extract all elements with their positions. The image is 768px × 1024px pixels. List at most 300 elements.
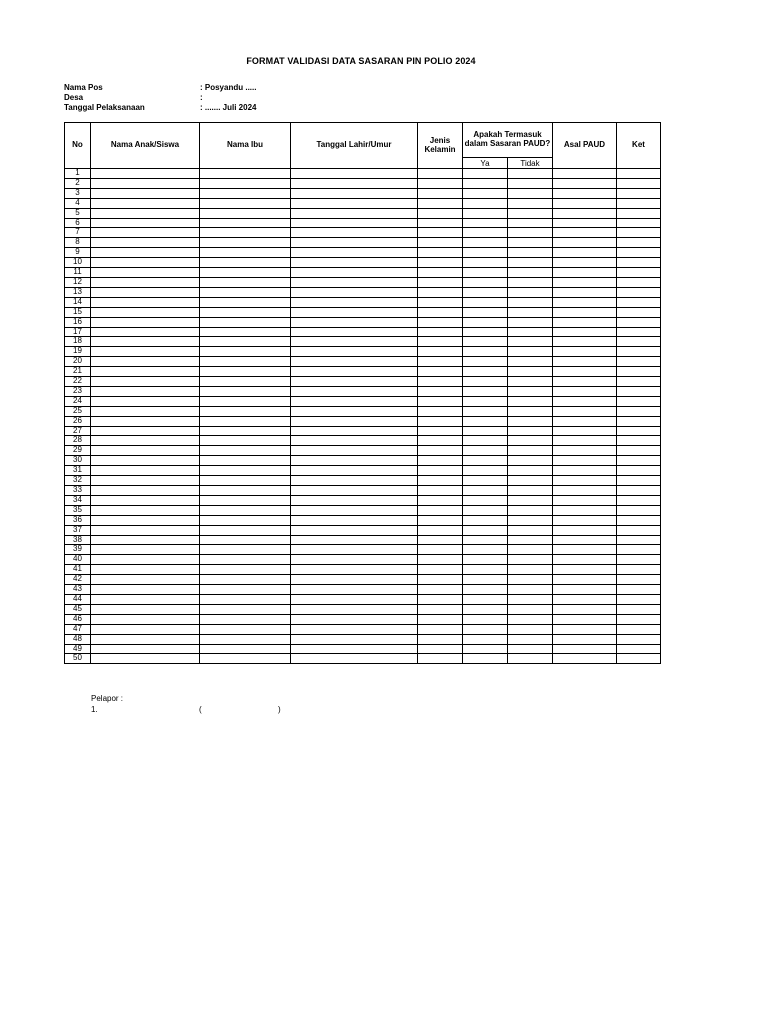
table-cell[interactable] — [463, 456, 508, 466]
table-cell[interactable] — [200, 238, 291, 248]
table-cell[interactable] — [553, 347, 617, 357]
table-cell[interactable] — [418, 406, 463, 416]
table-cell[interactable] — [418, 436, 463, 446]
table-cell[interactable] — [418, 188, 463, 198]
table-cell[interactable] — [291, 634, 418, 644]
table-cell[interactable] — [291, 525, 418, 535]
table-cell[interactable] — [418, 386, 463, 396]
table-cell[interactable] — [463, 604, 508, 614]
table-cell[interactable] — [553, 535, 617, 545]
table-cell[interactable] — [418, 377, 463, 387]
table-cell[interactable] — [508, 644, 553, 654]
table-cell[interactable] — [418, 228, 463, 238]
table-cell[interactable] — [463, 624, 508, 634]
table-cell[interactable] — [91, 327, 200, 337]
table-cell[interactable] — [508, 396, 553, 406]
table-cell[interactable] — [291, 535, 418, 545]
table-cell[interactable] — [463, 396, 508, 406]
table-cell[interactable] — [418, 297, 463, 307]
table-cell[interactable] — [418, 456, 463, 466]
table-cell[interactable] — [200, 297, 291, 307]
table-cell[interactable] — [200, 188, 291, 198]
table-cell[interactable] — [508, 317, 553, 327]
table-cell[interactable] — [553, 287, 617, 297]
table-cell[interactable] — [617, 654, 661, 664]
table-cell[interactable] — [617, 495, 661, 505]
table-cell[interactable] — [508, 377, 553, 387]
table-cell[interactable] — [508, 416, 553, 426]
table-cell[interactable] — [508, 347, 553, 357]
table-cell[interactable] — [418, 248, 463, 258]
table-cell[interactable] — [508, 585, 553, 595]
table-cell[interactable] — [200, 406, 291, 416]
table-cell[interactable] — [291, 228, 418, 238]
table-cell[interactable] — [553, 545, 617, 555]
table-cell[interactable] — [291, 238, 418, 248]
table-cell[interactable] — [200, 634, 291, 644]
table-cell[interactable] — [553, 258, 617, 268]
table-cell[interactable] — [200, 198, 291, 208]
table-cell[interactable] — [91, 277, 200, 287]
table-cell[interactable] — [418, 545, 463, 555]
table-cell[interactable] — [418, 476, 463, 486]
table-cell[interactable] — [200, 515, 291, 525]
table-cell[interactable] — [291, 327, 418, 337]
table-cell[interactable] — [463, 594, 508, 604]
table-cell[interactable] — [200, 327, 291, 337]
table-cell[interactable] — [200, 317, 291, 327]
table-cell[interactable] — [418, 307, 463, 317]
table-cell[interactable] — [418, 446, 463, 456]
table-cell[interactable] — [463, 446, 508, 456]
table-cell[interactable] — [418, 486, 463, 496]
table-cell[interactable] — [553, 297, 617, 307]
table-cell[interactable] — [553, 386, 617, 396]
table-cell[interactable] — [291, 198, 418, 208]
table-cell[interactable] — [200, 169, 291, 179]
table-cell[interactable] — [91, 535, 200, 545]
table-cell[interactable] — [617, 456, 661, 466]
table-cell[interactable] — [291, 604, 418, 614]
table-cell[interactable] — [617, 515, 661, 525]
table-cell[interactable] — [200, 347, 291, 357]
table-cell[interactable] — [418, 624, 463, 634]
table-cell[interactable] — [291, 357, 418, 367]
table-cell[interactable] — [91, 406, 200, 416]
table-cell[interactable] — [508, 456, 553, 466]
table-cell[interactable] — [200, 535, 291, 545]
table-cell[interactable] — [463, 406, 508, 416]
table-cell[interactable] — [200, 287, 291, 297]
table-cell[interactable] — [200, 466, 291, 476]
table-cell[interactable] — [553, 565, 617, 575]
table-cell[interactable] — [617, 634, 661, 644]
table-cell[interactable] — [508, 169, 553, 179]
table-cell[interactable] — [418, 515, 463, 525]
table-cell[interactable] — [200, 525, 291, 535]
table-cell[interactable] — [617, 535, 661, 545]
table-cell[interactable] — [508, 297, 553, 307]
table-cell[interactable] — [553, 396, 617, 406]
table-cell[interactable] — [553, 456, 617, 466]
table-cell[interactable] — [418, 357, 463, 367]
table-cell[interactable] — [553, 228, 617, 238]
table-cell[interactable] — [617, 486, 661, 496]
table-cell[interactable] — [617, 258, 661, 268]
table-cell[interactable] — [91, 169, 200, 179]
table-cell[interactable] — [91, 416, 200, 426]
table-cell[interactable] — [91, 198, 200, 208]
table-cell[interactable] — [617, 317, 661, 327]
table-cell[interactable] — [291, 218, 418, 228]
table-cell[interactable] — [463, 585, 508, 595]
table-cell[interactable] — [418, 238, 463, 248]
table-cell[interactable] — [91, 456, 200, 466]
table-cell[interactable] — [617, 545, 661, 555]
table-cell[interactable] — [508, 357, 553, 367]
table-cell[interactable] — [91, 178, 200, 188]
table-cell[interactable] — [463, 535, 508, 545]
table-cell[interactable] — [508, 178, 553, 188]
table-cell[interactable] — [508, 624, 553, 634]
table-cell[interactable] — [617, 614, 661, 624]
table-cell[interactable] — [91, 287, 200, 297]
table-cell[interactable] — [200, 396, 291, 406]
table-cell[interactable] — [508, 555, 553, 565]
table-cell[interactable] — [291, 555, 418, 565]
table-cell[interactable] — [200, 426, 291, 436]
table-cell[interactable] — [91, 565, 200, 575]
table-cell[interactable] — [91, 614, 200, 624]
table-cell[interactable] — [418, 416, 463, 426]
table-cell[interactable] — [617, 525, 661, 535]
table-cell[interactable] — [508, 367, 553, 377]
table-cell[interactable] — [418, 327, 463, 337]
table-cell[interactable] — [553, 466, 617, 476]
table-cell[interactable] — [291, 268, 418, 278]
table-cell[interactable] — [617, 377, 661, 387]
table-cell[interactable] — [508, 604, 553, 614]
table-cell[interactable] — [200, 495, 291, 505]
table-cell[interactable] — [508, 515, 553, 525]
table-cell[interactable] — [91, 218, 200, 228]
table-cell[interactable] — [553, 585, 617, 595]
table-cell[interactable] — [508, 307, 553, 317]
table-cell[interactable] — [291, 188, 418, 198]
table-cell[interactable] — [463, 178, 508, 188]
table-cell[interactable] — [418, 347, 463, 357]
table-cell[interactable] — [463, 565, 508, 575]
table-cell[interactable] — [553, 169, 617, 179]
table-cell[interactable] — [91, 268, 200, 278]
table-cell[interactable] — [463, 555, 508, 565]
table-cell[interactable] — [91, 654, 200, 664]
table-cell[interactable] — [617, 367, 661, 377]
table-cell[interactable] — [200, 268, 291, 278]
table-cell[interactable] — [508, 535, 553, 545]
table-cell[interactable] — [553, 525, 617, 535]
table-cell[interactable] — [418, 178, 463, 188]
table-cell[interactable] — [418, 317, 463, 327]
table-cell[interactable] — [508, 327, 553, 337]
table-cell[interactable] — [553, 505, 617, 515]
table-cell[interactable] — [463, 634, 508, 644]
table-cell[interactable] — [617, 406, 661, 416]
table-cell[interactable] — [291, 545, 418, 555]
table-cell[interactable] — [200, 585, 291, 595]
table-cell[interactable] — [553, 367, 617, 377]
table-cell[interactable] — [617, 565, 661, 575]
table-cell[interactable] — [200, 307, 291, 317]
table-cell[interactable] — [291, 495, 418, 505]
table-cell[interactable] — [463, 357, 508, 367]
table-cell[interactable] — [291, 377, 418, 387]
table-cell[interactable] — [418, 654, 463, 664]
table-cell[interactable] — [463, 297, 508, 307]
table-cell[interactable] — [508, 268, 553, 278]
table-cell[interactable] — [91, 604, 200, 614]
table-cell[interactable] — [617, 307, 661, 317]
table-cell[interactable] — [617, 297, 661, 307]
table-cell[interactable] — [91, 248, 200, 258]
table-cell[interactable] — [553, 178, 617, 188]
table-cell[interactable] — [553, 594, 617, 604]
table-cell[interactable] — [617, 575, 661, 585]
table-cell[interactable] — [553, 654, 617, 664]
table-cell[interactable] — [617, 466, 661, 476]
table-cell[interactable] — [508, 466, 553, 476]
table-cell[interactable] — [200, 258, 291, 268]
table-cell[interactable] — [91, 436, 200, 446]
table-cell[interactable] — [617, 585, 661, 595]
table-cell[interactable] — [463, 505, 508, 515]
table-cell[interactable] — [617, 188, 661, 198]
table-cell[interactable] — [617, 555, 661, 565]
table-cell[interactable] — [463, 258, 508, 268]
table-cell[interactable] — [508, 575, 553, 585]
table-cell[interactable] — [508, 446, 553, 456]
table-cell[interactable] — [463, 317, 508, 327]
table-cell[interactable] — [291, 515, 418, 525]
table-cell[interactable] — [291, 594, 418, 604]
table-cell[interactable] — [553, 238, 617, 248]
table-cell[interactable] — [553, 644, 617, 654]
table-cell[interactable] — [291, 297, 418, 307]
table-cell[interactable] — [553, 198, 617, 208]
table-cell[interactable] — [91, 555, 200, 565]
table-cell[interactable] — [463, 515, 508, 525]
table-cell[interactable] — [200, 218, 291, 228]
table-cell[interactable] — [291, 347, 418, 357]
table-cell[interactable] — [291, 614, 418, 624]
table-cell[interactable] — [291, 208, 418, 218]
table-cell[interactable] — [418, 208, 463, 218]
table-cell[interactable] — [553, 377, 617, 387]
table-cell[interactable] — [463, 377, 508, 387]
table-cell[interactable] — [291, 169, 418, 179]
table-cell[interactable] — [617, 386, 661, 396]
table-cell[interactable] — [91, 644, 200, 654]
table-cell[interactable] — [91, 446, 200, 456]
table-cell[interactable] — [463, 228, 508, 238]
table-cell[interactable] — [418, 604, 463, 614]
table-cell[interactable] — [291, 287, 418, 297]
table-cell[interactable] — [617, 644, 661, 654]
table-cell[interactable] — [617, 277, 661, 287]
table-cell[interactable] — [91, 594, 200, 604]
table-cell[interactable] — [463, 386, 508, 396]
table-cell[interactable] — [508, 654, 553, 664]
table-cell[interactable] — [617, 594, 661, 604]
table-cell[interactable] — [418, 495, 463, 505]
table-cell[interactable] — [508, 436, 553, 446]
table-cell[interactable] — [291, 624, 418, 634]
table-cell[interactable] — [508, 426, 553, 436]
table-cell[interactable] — [617, 426, 661, 436]
table-cell[interactable] — [617, 416, 661, 426]
table-cell[interactable] — [553, 357, 617, 367]
table-cell[interactable] — [200, 436, 291, 446]
table-cell[interactable] — [200, 456, 291, 466]
table-cell[interactable] — [553, 406, 617, 416]
table-cell[interactable] — [508, 565, 553, 575]
table-cell[interactable] — [418, 466, 463, 476]
table-cell[interactable] — [418, 198, 463, 208]
table-cell[interactable] — [463, 337, 508, 347]
table-cell[interactable] — [91, 476, 200, 486]
table-cell[interactable] — [418, 594, 463, 604]
table-cell[interactable] — [553, 416, 617, 426]
table-cell[interactable] — [508, 476, 553, 486]
table-cell[interactable] — [91, 367, 200, 377]
table-cell[interactable] — [291, 307, 418, 317]
table-cell[interactable] — [291, 476, 418, 486]
table-cell[interactable] — [200, 377, 291, 387]
table-cell[interactable] — [418, 555, 463, 565]
table-cell[interactable] — [91, 297, 200, 307]
table-cell[interactable] — [463, 654, 508, 664]
table-cell[interactable] — [463, 644, 508, 654]
table-cell[interactable] — [418, 525, 463, 535]
table-cell[interactable] — [508, 258, 553, 268]
table-cell[interactable] — [553, 436, 617, 446]
table-cell[interactable] — [508, 228, 553, 238]
table-cell[interactable] — [463, 347, 508, 357]
table-cell[interactable] — [508, 486, 553, 496]
table-cell[interactable] — [617, 287, 661, 297]
table-cell[interactable] — [200, 178, 291, 188]
table-cell[interactable] — [463, 486, 508, 496]
table-cell[interactable] — [91, 377, 200, 387]
table-cell[interactable] — [291, 248, 418, 258]
table-cell[interactable] — [200, 654, 291, 664]
table-cell[interactable] — [463, 495, 508, 505]
table-cell[interactable] — [91, 188, 200, 198]
table-cell[interactable] — [91, 208, 200, 218]
table-cell[interactable] — [200, 367, 291, 377]
table-cell[interactable] — [91, 575, 200, 585]
table-cell[interactable] — [553, 317, 617, 327]
table-cell[interactable] — [291, 317, 418, 327]
table-cell[interactable] — [463, 307, 508, 317]
table-cell[interactable] — [91, 386, 200, 396]
table-cell[interactable] — [617, 337, 661, 347]
table-cell[interactable] — [553, 515, 617, 525]
table-cell[interactable] — [553, 575, 617, 585]
table-cell[interactable] — [418, 367, 463, 377]
table-cell[interactable] — [291, 337, 418, 347]
table-cell[interactable] — [463, 188, 508, 198]
table-cell[interactable] — [418, 258, 463, 268]
table-cell[interactable] — [91, 624, 200, 634]
table-cell[interactable] — [508, 238, 553, 248]
table-cell[interactable] — [553, 446, 617, 456]
table-cell[interactable] — [508, 386, 553, 396]
table-cell[interactable] — [91, 426, 200, 436]
table-cell[interactable] — [200, 357, 291, 367]
table-cell[interactable] — [200, 604, 291, 614]
table-cell[interactable] — [463, 436, 508, 446]
table-cell[interactable] — [617, 218, 661, 228]
table-cell[interactable] — [200, 337, 291, 347]
table-cell[interactable] — [291, 466, 418, 476]
table-cell[interactable] — [418, 169, 463, 179]
table-cell[interactable] — [463, 327, 508, 337]
table-cell[interactable] — [200, 644, 291, 654]
table-cell[interactable] — [200, 277, 291, 287]
table-cell[interactable] — [463, 169, 508, 179]
table-cell[interactable] — [553, 555, 617, 565]
table-cell[interactable] — [418, 396, 463, 406]
table-cell[interactable] — [91, 515, 200, 525]
table-cell[interactable] — [508, 406, 553, 416]
table-cell[interactable] — [617, 604, 661, 614]
table-cell[interactable] — [617, 476, 661, 486]
table-cell[interactable] — [553, 614, 617, 624]
table-cell[interactable] — [291, 575, 418, 585]
table-cell[interactable] — [291, 654, 418, 664]
table-cell[interactable] — [463, 545, 508, 555]
table-cell[interactable] — [418, 634, 463, 644]
table-cell[interactable] — [553, 307, 617, 317]
table-cell[interactable] — [418, 337, 463, 347]
table-cell[interactable] — [91, 505, 200, 515]
table-cell[interactable] — [508, 337, 553, 347]
table-cell[interactable] — [463, 268, 508, 278]
table-cell[interactable] — [418, 565, 463, 575]
table-cell[interactable] — [291, 416, 418, 426]
table-cell[interactable] — [617, 178, 661, 188]
table-cell[interactable] — [508, 218, 553, 228]
table-cell[interactable] — [553, 218, 617, 228]
table-cell[interactable] — [200, 505, 291, 515]
table-cell[interactable] — [291, 277, 418, 287]
table-cell[interactable] — [200, 624, 291, 634]
table-cell[interactable] — [200, 575, 291, 585]
table-cell[interactable] — [200, 545, 291, 555]
table-cell[interactable] — [91, 357, 200, 367]
table-cell[interactable] — [617, 248, 661, 258]
table-cell[interactable] — [553, 188, 617, 198]
table-cell[interactable] — [91, 258, 200, 268]
table-cell[interactable] — [508, 594, 553, 604]
table-cell[interactable] — [91, 307, 200, 317]
table-cell[interactable] — [418, 218, 463, 228]
table-cell[interactable] — [463, 287, 508, 297]
table-cell[interactable] — [91, 525, 200, 535]
table-cell[interactable] — [553, 248, 617, 258]
table-cell[interactable] — [291, 436, 418, 446]
